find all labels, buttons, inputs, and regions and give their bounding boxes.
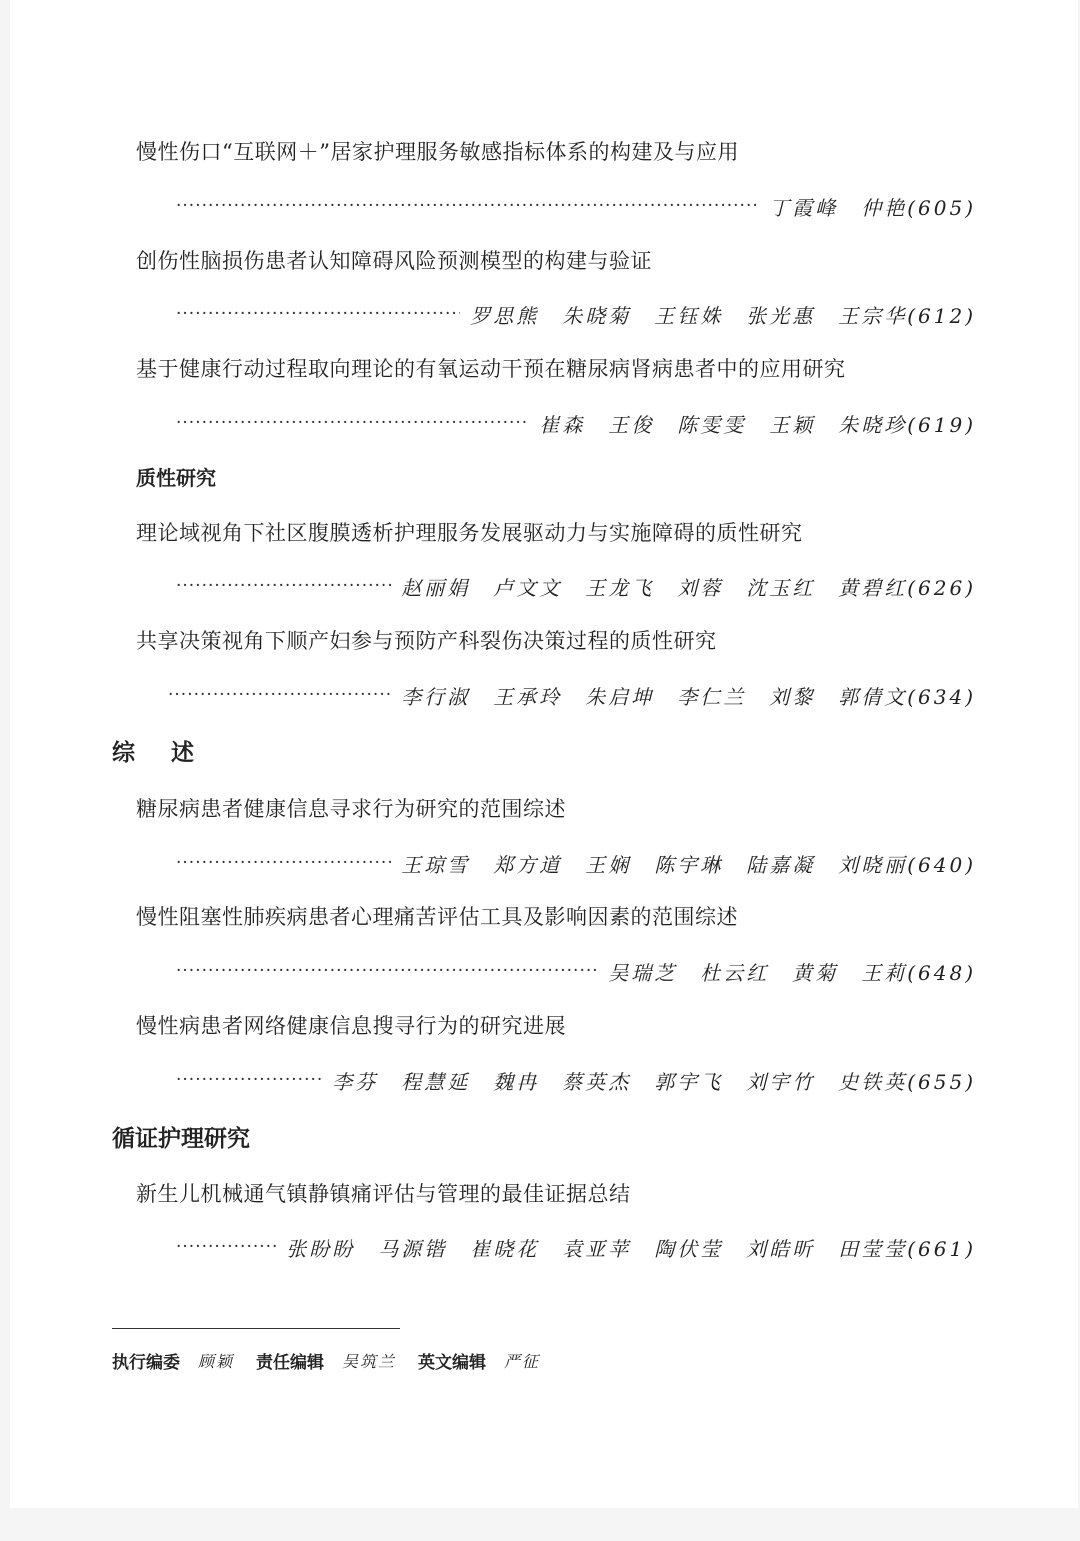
- leader-dots: [176, 576, 391, 596]
- article-authors-line: [176, 849, 976, 877]
- article-authors-line: [176, 300, 976, 328]
- article-authors: 李芬 程慧延 魏冉 蔡英杰 郭宇飞 刘宇竹 史铁英(655): [332, 1069, 976, 1094]
- article-title[interactable]: 慢性伤口“互联网＋”居家护理服务敏感指标体系的构建及与应用: [136, 140, 739, 164]
- article-title[interactable]: 创伤性脑损伤患者认知障碍风险预测模型的构建与验证: [136, 249, 652, 273]
- article-title[interactable]: 共享决策视角下顺产妇参与预防产科裂伤决策过程的质性研究: [136, 629, 717, 653]
- leader-dots: [176, 1237, 276, 1257]
- article-authors-line: [176, 409, 976, 437]
- exec-editor-name: 顾颖: [198, 1352, 235, 1371]
- resp-editor-name: 吴筑兰: [342, 1352, 397, 1371]
- article-authors: 张盼盼 马源锴 崔晓花 袁亚苹 陶伏莹 刘皓昕 田莹莹(661): [286, 1236, 976, 1261]
- article-authors-line: [176, 572, 976, 600]
- english-editor-label: 英文编辑: [418, 1353, 487, 1373]
- section-heading: 循证护理研究: [112, 1126, 250, 1152]
- article-authors: 丁霞峰 仲艳(605): [769, 195, 976, 220]
- leader-dots: [176, 1070, 322, 1090]
- leader-dots: [176, 196, 759, 216]
- english-editor-name: 严征: [504, 1352, 541, 1371]
- article-title[interactable]: 基于健康行动过程取向理论的有氧运动干预在糖尿病肾病患者中的应用研究: [136, 357, 846, 381]
- article-title[interactable]: 慢性病患者网络健康信息搜寻行为的研究进展: [136, 1014, 566, 1038]
- article-authors-line: [176, 1233, 976, 1261]
- section-heading: 综述: [112, 740, 230, 766]
- resp-editor-label: 责任编辑: [256, 1353, 325, 1373]
- article-title[interactable]: 新生儿机械通气镇静镇痛评估与管理的最佳证据总结: [136, 1182, 631, 1206]
- journal-page: [10, 0, 1078, 1508]
- article-authors: 吴瑞芝 杜云红 黄菊 王莉(648): [608, 960, 976, 985]
- leader-dots: [176, 961, 598, 981]
- article-authors: 赵丽娟 卢文文 王龙飞 刘蓉 沈玉红 黄碧红(626): [401, 575, 976, 600]
- article-authors-line: [168, 681, 976, 709]
- article-authors: 李行淑 王承玲 朱启坤 李仁兰 刘黎 郭倩文(634): [401, 684, 976, 709]
- article-title[interactable]: 糖尿病患者健康信息寻求行为研究的范围综述: [136, 797, 566, 821]
- article-title[interactable]: 理论域视角下社区腹膜透析护理服务发展驱动力与实施障碍的质性研究: [136, 521, 803, 545]
- exec-editor-label: 执行编委: [112, 1353, 180, 1373]
- subsection-heading: 质性研究: [136, 466, 216, 490]
- article-authors: 崔森 王俊 陈雯雯 王颖 朱晓珍(619): [539, 412, 976, 437]
- article-authors-line: [176, 957, 976, 985]
- article-authors: 罗思熊 朱晓菊 王钰姝 张光惠 王宗华(612): [470, 303, 976, 328]
- leader-dots: [176, 853, 391, 873]
- editor-credits: [112, 1348, 562, 1373]
- leader-dots: [168, 685, 391, 705]
- leader-dots: [176, 304, 460, 324]
- article-authors-line: [176, 192, 976, 220]
- article-authors: 王琼雪 郑方道 王娴 陈宇琳 陆嘉凝 刘晓丽(640): [401, 852, 976, 877]
- footer-rule: [112, 1328, 400, 1329]
- article-authors-line: [176, 1066, 976, 1094]
- leader-dots: [176, 413, 529, 433]
- article-title[interactable]: 慢性阻塞性肺疾病患者心理痛苦评估工具及影响因素的范围综述: [136, 905, 738, 929]
